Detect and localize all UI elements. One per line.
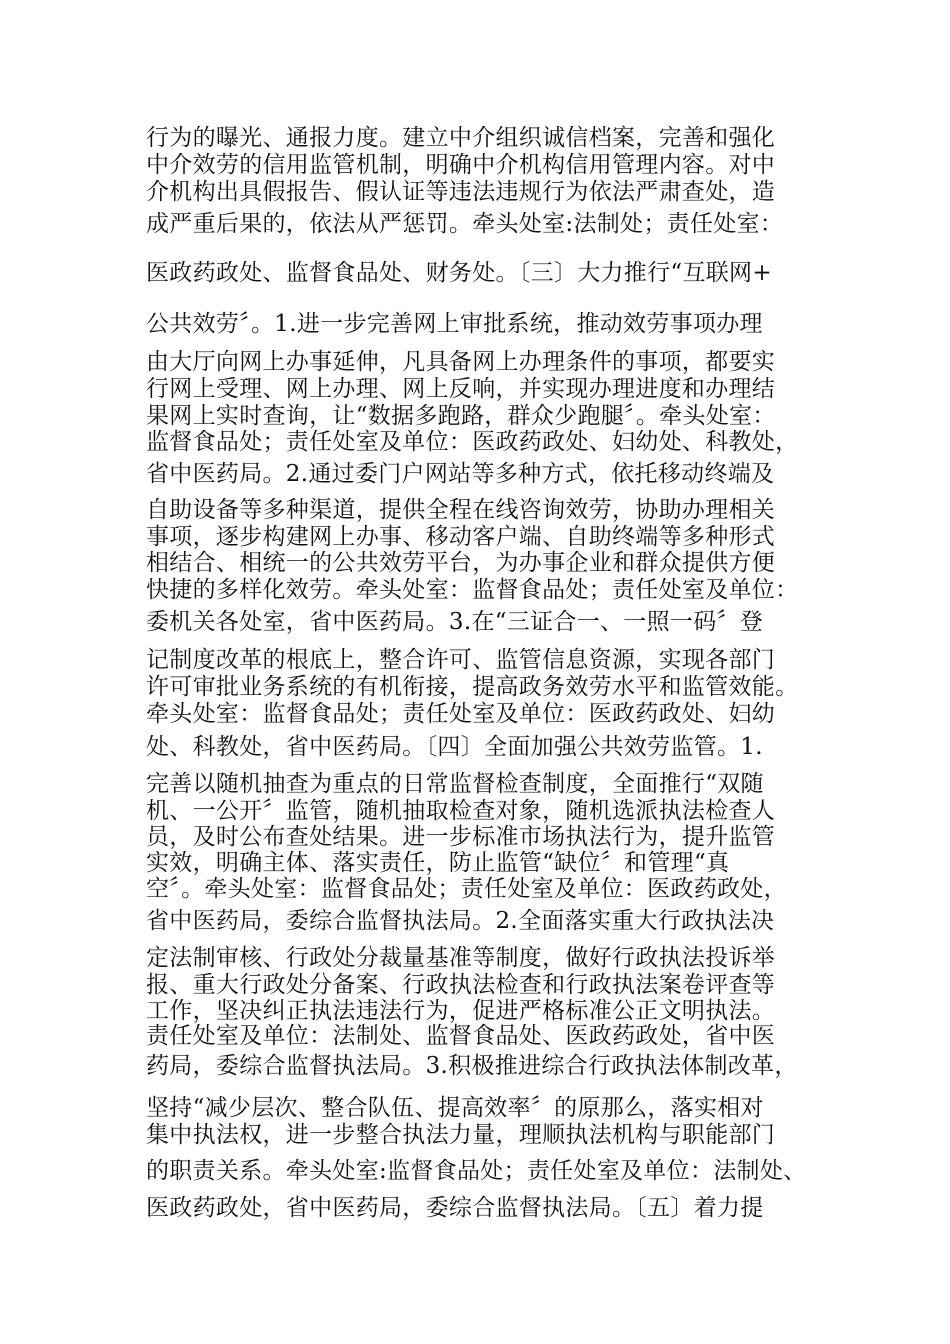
text-line: 介机构出具假报告、假认证等违法违规行为依法严肃查处，造	[146, 179, 776, 205]
text-line: 成严重后果的，依法从严惩罚。牵头处室:法制处；责任处室：	[146, 211, 784, 237]
text-line: 委机关各处室，省中医药局。3.在“三证合一、一照一码〞登	[146, 609, 764, 635]
text-line: 行为的曝光、通报力度。建立中介组织诚信档案，完善和强化	[146, 125, 776, 151]
text-line: 实效，明确主体、落实责任，防止监管“缺位〞和管理“真	[146, 850, 730, 876]
text-line: 责任处室及单位：法制处、监督食品处、医政药政处，省中医	[146, 1023, 776, 1049]
text-line: 的职责关系。牵头处室:监督食品处；责任处室及单位：法制处、	[146, 1158, 807, 1184]
text-line: 许可审批业务系统的有机衔接，提高政务效劳水平和监管效能。	[146, 674, 799, 700]
text-line: 相结合、相统一的公共效劳平台，为办事企业和群众提供方便	[146, 550, 776, 576]
text-line: 牵头处室：监督食品处；责任处室及单位：医政药政处、妇幼	[146, 701, 776, 727]
text-line: 坚持“减少层次、整合队伍、提高效率〞的原那么，落实相对	[146, 1095, 764, 1121]
text-line: 记制度改革的根底上，整合许可、监管信息资源，实现各部门	[146, 647, 776, 673]
text-line: 快捷的多样化效劳。牵头处室：监督食品处；责任处室及单位：	[146, 577, 799, 603]
text-line: 省中医药局，委综合监督执法局。2.全面落实重大行政执法决	[146, 908, 775, 934]
text-line: 定法制审核、行政处分裁量基准等制度，做好行政执法投诉举	[146, 945, 776, 971]
text-line: 空〞。牵头处室：监督食品处；责任处室及单位：医政药政处，	[146, 876, 787, 902]
text-line: 自助设备等多种渠道，提供全程在线咨询效劳，协助办理相关	[146, 497, 776, 523]
text-line: 机、一公开〞监管，随机抽取检查对象，随机选派执法检查人	[146, 798, 776, 824]
text-line: 工作，坚决纠正执法违法行为，促进严格标准公正文明执法。	[146, 998, 776, 1024]
text-line: 由大厅向网上办事延伸，凡具备网上办理条件的事项，都要实	[146, 349, 776, 375]
text-line: 事项，逐步构建网上办事、移动客户端、自助终端等多种形式	[146, 524, 776, 550]
text-line: 医政药政处，省中医药局，委综合监督执法局。〔五〕着力提	[146, 1195, 764, 1221]
text-line: 报、重大行政处分备案、行政执法检查和行政执法案卷评查等	[146, 972, 776, 998]
text-line: 监督食品处；责任处室及单位：医政药政处、妇幼处、科教处，	[146, 429, 799, 455]
text-line: 中介效劳的信用监管机制，明确中介机构信用管理内容。对中	[146, 152, 776, 178]
text-line: 医政药政处、监督食品处、财务处。〔三〕大力推行“互联网+	[146, 260, 772, 286]
text-line: 处、科教处，省中医药局。〔四〕全面加强公共效劳监管。1.	[146, 734, 763, 760]
text-line: 行网上受理、网上办理、网上反响，并实现办理进度和办理结	[146, 376, 776, 402]
text-line: 员，及时公布查处结果。进一步标准市场执法行为，提升监管	[146, 824, 776, 850]
text-line: 省中医药局。2.通过委门户网站等多种方式，依托移动终端及	[146, 461, 775, 487]
text-line: 药局，委综合监督执法局。3.积极推进综合行政执法体制改革，	[146, 1053, 798, 1079]
text-line: 公共效劳〞。1.进一步完善网上审批系统，推动效劳事项办理	[146, 311, 763, 337]
text-line: 完善以随机抽查为重点的日常监督检查制度，全面推行“双随	[146, 771, 764, 797]
text-line: 集中执法权，进一步整合执法力量，理顺执法机构与职能部门	[146, 1122, 776, 1148]
text-line: 果网上实时查询，让“数据多跑路，群众少跑腿〞。牵头处室：	[146, 403, 776, 429]
